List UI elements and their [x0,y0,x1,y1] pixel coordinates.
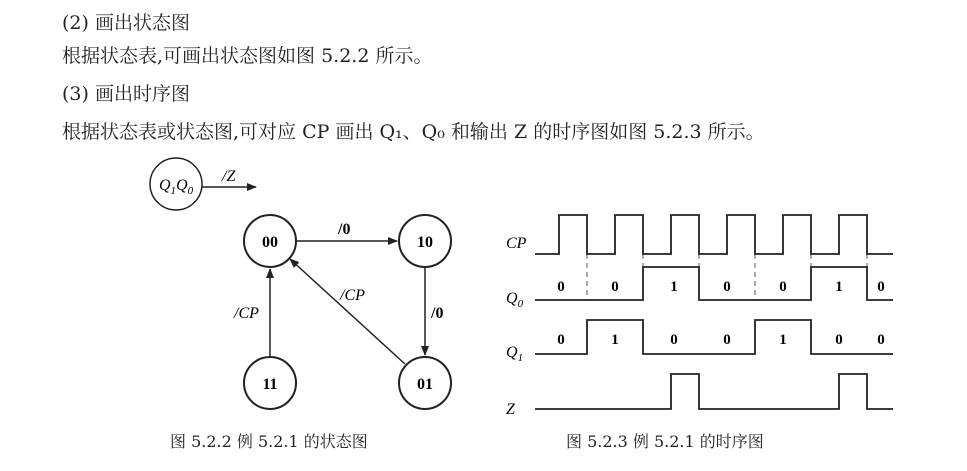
paragraph-timing-diagram: 根据状态表或状态图,可对应 CP 画出 Q₁、Q₀ 和输出 Z 的时序图如图 5.2.3 所示。 [62,121,765,143]
signal-label-cp: CP [506,235,527,252]
q1-value: 1 [779,332,787,348]
q0-value: 0 [779,279,787,295]
q0-value: 1 [670,279,678,295]
q0-value: 0 [557,279,565,295]
q0-value: 1 [835,279,843,295]
q0-value: 0 [877,279,885,295]
timing-diagram [506,215,893,418]
q1-value: 1 [611,332,619,348]
edge-01-to-00 [290,259,405,364]
state-00-label: 00 [262,234,278,251]
q0-value: 0 [611,279,619,295]
signal-label-q1: $Q_1$ [506,344,524,364]
q1-values [557,332,885,348]
legend-node-label: $Q_1Q_0$ [158,177,194,197]
edge-01-00-label: /CP [340,287,365,304]
edge-00-10-label: /0 [338,221,351,238]
paragraph-state-diagram: 根据状态表,可画出状态图如图 5.2.2 所示。 [62,45,433,67]
waveform-cp [535,215,893,254]
q0-values [557,279,885,295]
q0-value: 0 [723,279,731,295]
timing-diagram-caption: 图 5.2.3 例 5.2.1 的时序图 [566,432,764,451]
heading-step-2: (2) 画出状态图 [62,12,190,34]
legend-arrow-label: /Z [222,168,236,185]
state-10-label: 10 [417,234,433,251]
signal-label-z: Z [506,401,515,418]
signal-label-q0: $Q_0$ [506,290,524,310]
edge-10-01-label: /0 [431,305,444,322]
state-11-label: 11 [262,376,278,393]
waveform-z [535,374,893,409]
q1-value: 0 [877,332,885,348]
state-01-label: 01 [417,376,433,393]
state-diagram-caption: 图 5.2.2 例 5.2.1 的状态图 [170,432,368,451]
heading-step-3: (3) 画出时序图 [62,83,190,105]
q1-value: 0 [557,332,565,348]
state-diagram [150,158,451,409]
q1-value: 0 [723,332,731,348]
q1-value: 0 [670,332,678,348]
edge-11-00-label: /CP [234,305,259,322]
q1-value: 0 [835,332,843,348]
